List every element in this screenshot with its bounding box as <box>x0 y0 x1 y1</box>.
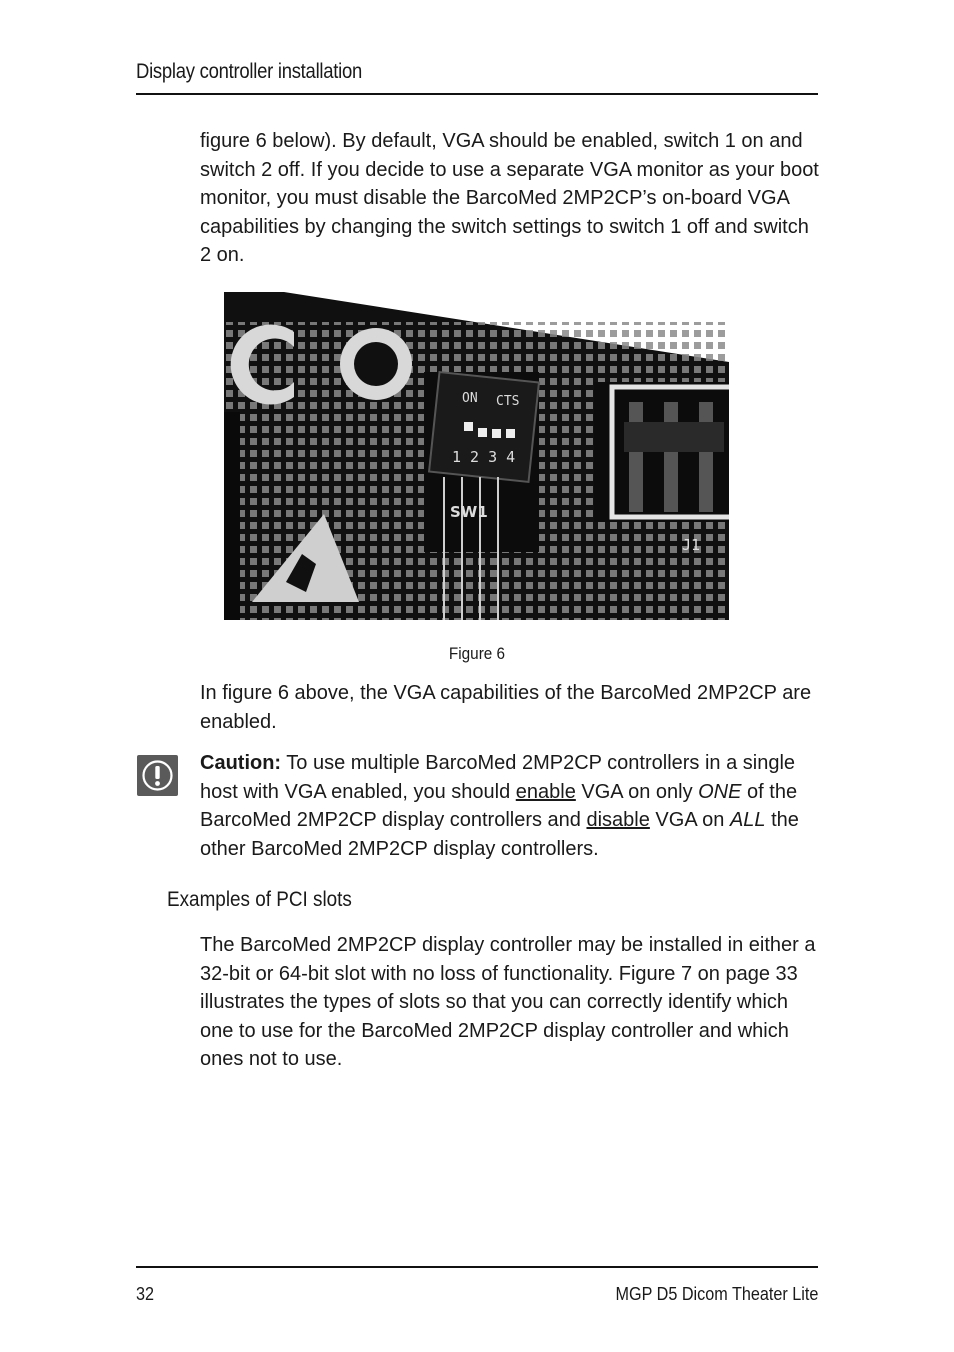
switch-cts-label: CTS <box>496 394 520 409</box>
running-header: Display controller installation <box>136 60 363 83</box>
caution-text-3: of the BarcoMed 2MP2CP display controllers and <box>200 780 798 831</box>
caution-enable: enable <box>515 780 576 803</box>
document-title: MGP D5 Dicom Theater Lite <box>615 1284 818 1304</box>
figure-description-paragraph: In figure 6 above, the VGA capabilities of the BarcoMed 2MP2CP are enabled. <box>200 682 812 733</box>
section-subheading: Examples of PCI slots <box>167 888 352 911</box>
page-number: 32 <box>136 1284 155 1304</box>
caution-text-1: To use multiple BarcoMed 2MP2CP controllers in a single host with VGA enabled, you should <box>200 752 796 803</box>
switch-name-label: SW1 <box>450 503 488 521</box>
caution-all: ALL <box>729 809 766 831</box>
caution-label: Caution: <box>200 752 282 774</box>
switch-numbers: 1 2 3 4 <box>452 448 516 466</box>
jumper-name-label: J1 <box>682 536 701 554</box>
intro-paragraph: figure 6 below). By default, VGA should be enabled, switch 1 on and switch 2 off. If you decide to use a separate VGA monitor as your boot monitor, you must disable the BarcoMed 2MP2CP’s on-board VGA capabilities by changing the switch settings to switch 1 off and switch 2 on. <box>200 130 819 266</box>
caution-text-5: the other BarcoMed 2MP2CP display controllers. <box>200 809 799 860</box>
switch-on-label: ON <box>462 391 478 406</box>
header-rule <box>136 93 818 95</box>
pci-slots-paragraph: The BarcoMed 2MP2CP display controller may be installed in either a 32-bit or 64-bit slot with no loss of functionality. Figure 7 on page 33 illustrates the types of slots so that you can correctly identify which one to use for the BarcoMed 2MP2CP display controller and which ones not to use. <box>200 934 816 1070</box>
figure-caption: Figure 6 <box>448 644 506 663</box>
caution-paragraph <box>200 749 825 863</box>
figure-6-photo <box>224 292 729 620</box>
caution-icon <box>137 755 178 796</box>
caution-text-2: VGA on only <box>575 780 699 803</box>
caution-disable: disable <box>586 809 650 831</box>
caution-one: ONE <box>698 780 742 803</box>
caution-text-4: VGA on <box>649 809 730 831</box>
footer-rule <box>136 1266 818 1268</box>
